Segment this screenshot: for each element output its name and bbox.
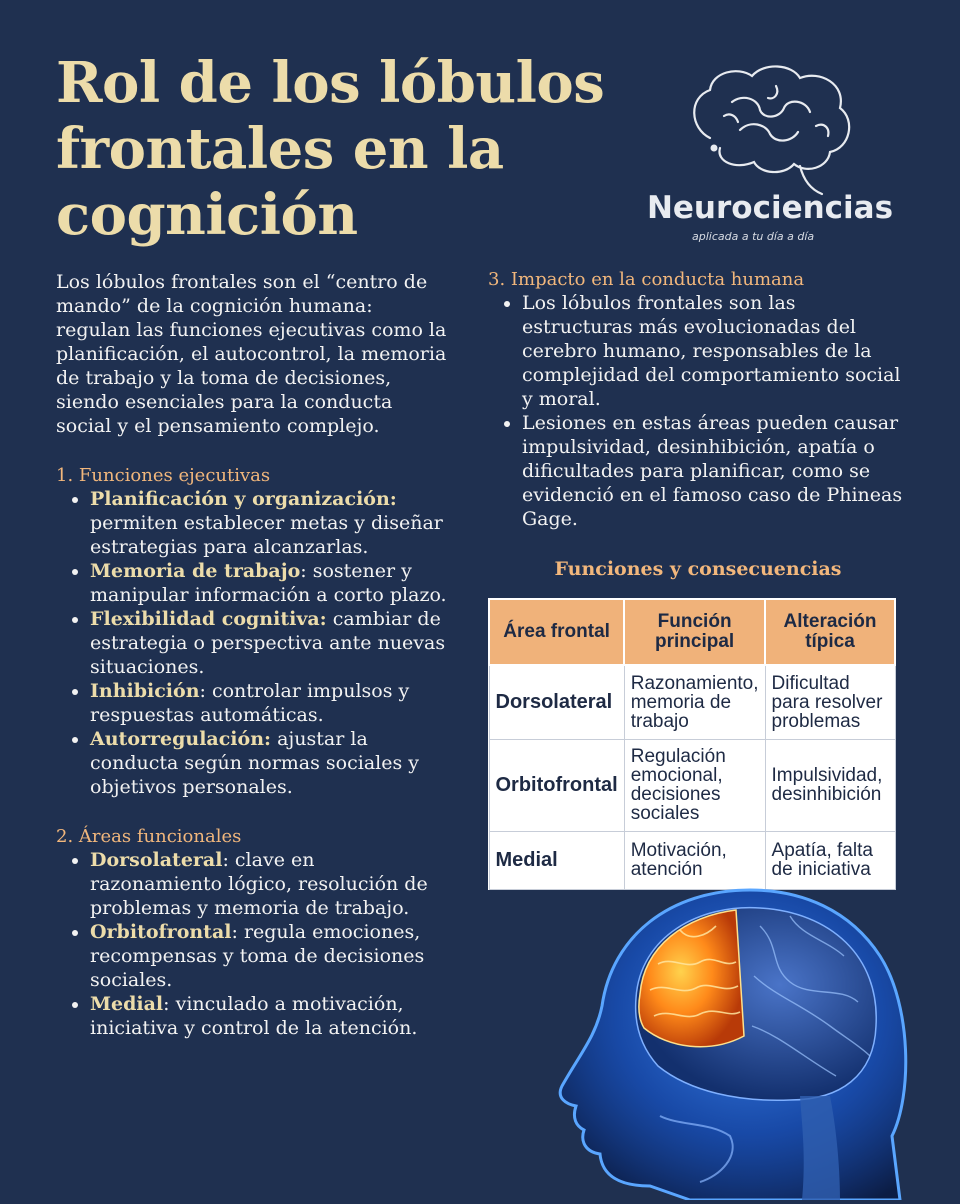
table-cell-alteration: Apatía, falta de iniciativa	[765, 831, 895, 889]
list-item: • Los lóbulos frontales son las estructuras más evolucionadas del cerebro humano, responsables de la complejidad del comportamiento social y moral.	[522, 291, 908, 411]
list-item	[90, 607, 451, 679]
left-column	[56, 270, 451, 1066]
table-title: Funciones y consecuencias	[554, 558, 842, 580]
right-column	[488, 268, 908, 557]
column-header: Función principal	[624, 599, 765, 665]
item-text: : clave en razonamiento lógico, resolución de problemas y memoria de trabajo.	[90, 849, 428, 919]
head-brain-illustration	[540, 886, 920, 1200]
impact-list	[488, 291, 908, 531]
section-heading-areas: 2. Áreas funcionales	[56, 826, 242, 847]
brand-name: Neurociencias	[646, 190, 894, 226]
column-header: Área frontal	[489, 599, 624, 665]
item-term: Autorregulación:	[90, 728, 272, 750]
item-term: Orbitofrontal	[90, 921, 232, 943]
item-text: cambiar de estrategia o perspectiva ante nuevas situaciones.	[90, 608, 446, 678]
table-cell-alteration: Impulsividad, desinhibición	[765, 739, 895, 831]
functional-areas-list	[56, 848, 451, 1040]
table-cell-function: Motivación, atención	[624, 831, 765, 889]
list-item	[90, 679, 451, 727]
table-cell-function: Regulación emocional, decisiones sociales	[624, 739, 765, 831]
list-item	[90, 848, 451, 920]
table-row	[489, 739, 895, 831]
table-header-row	[489, 599, 895, 665]
item-text: : regula emociones, recompensas y toma de decisiones sociales.	[90, 921, 425, 991]
executive-functions-list	[56, 487, 451, 799]
section-heading-executive: 1. Funciones ejecutivas	[56, 465, 271, 486]
table-cell-area: Dorsolateral	[489, 665, 624, 739]
column-header: Alteración típica	[765, 599, 895, 665]
list-item	[90, 992, 451, 1040]
list-item	[90, 559, 451, 607]
item-term: Flexibilidad cognitiva:	[90, 608, 327, 630]
item-term: Planificación y organización:	[90, 488, 397, 510]
item-term: Inhibición	[90, 680, 200, 702]
brain-line-icon	[680, 58, 860, 198]
item-text: : controlar impulsos y respuestas automáticas.	[90, 680, 410, 726]
functions-table	[488, 598, 896, 890]
table-row	[489, 831, 895, 889]
item-text: : sostener y manipular información a corto plazo.	[90, 560, 447, 606]
brand-logo	[640, 52, 900, 252]
item-text: : vinculado a motivación, iniciativa y control de la atención.	[90, 993, 418, 1039]
table-cell-function: Razonamiento, memoria de trabajo	[624, 665, 765, 739]
page-title: Rol de los lóbulos frontales en la cognición	[56, 50, 605, 248]
item-term: Dorsolateral	[90, 849, 223, 871]
table-row	[489, 665, 895, 739]
item-term: Memoria de trabajo	[90, 560, 301, 582]
list-item	[90, 727, 451, 799]
item-text: permiten establecer metas y diseñar estrategias para alcanzarlas.	[90, 512, 443, 558]
intro-paragraph: Los lóbulos frontales son el “centro de mando” de la cognición humana: regulan las funciones ejecutivas como la planificación, el autocontrol, la memoria de trabajo y la toma de decisiones, siendo esenciales para la conducta social y el pensamiento complejo.	[56, 271, 447, 437]
section-heading-impact: 3. Impacto en la conducta humana	[488, 269, 805, 290]
item-term: Medial	[90, 993, 164, 1015]
list-item	[90, 487, 451, 559]
table-cell-area: Orbitofrontal	[489, 739, 624, 831]
list-item	[90, 920, 451, 992]
item-text: ajustar la conducta según normas sociales y objetivos personales.	[90, 728, 420, 798]
list-item: • Lesiones en estas áreas pueden causar impulsividad, desinhibición, apatía o dificultades para planificar, como se evidenció en el famoso caso de Phineas Gage.	[522, 411, 908, 531]
table-cell-alteration: Dificultad para resolver problemas	[765, 665, 895, 739]
table-cell-area: Medial	[489, 831, 624, 889]
brand-tagline: aplicada a tu día a día	[692, 230, 815, 243]
